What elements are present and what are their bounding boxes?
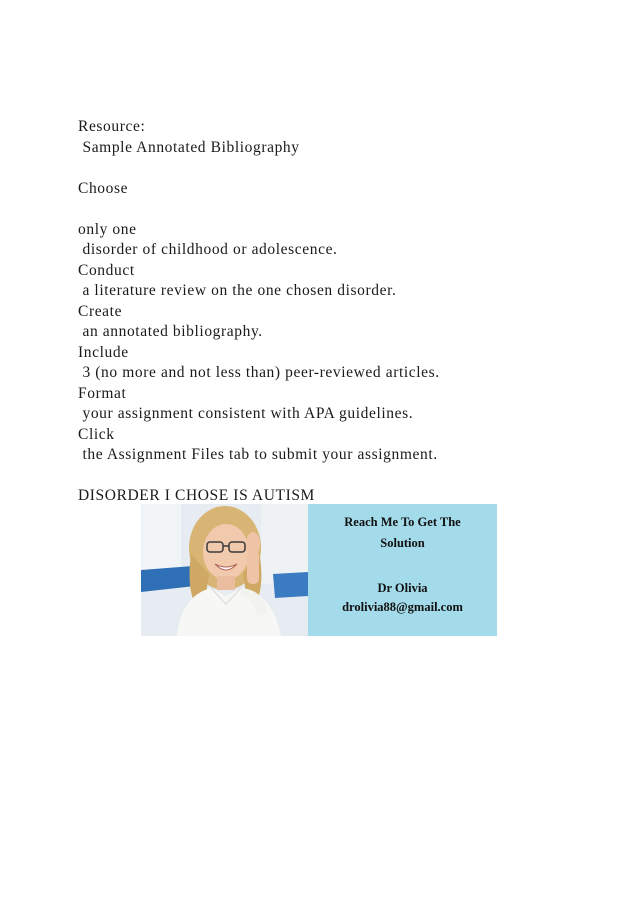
choose-value-2: disorder of childhood or adolescence. bbox=[78, 241, 338, 258]
banner-headline-2: Solution bbox=[380, 536, 425, 550]
conduct-value: a literature review on the one chosen disorder. bbox=[78, 282, 397, 299]
include-label: Include bbox=[78, 343, 129, 361]
disorder-line: DISORDER I CHOSE IS AUTISM bbox=[78, 487, 315, 504]
contact-email[interactable]: drolivia88@gmail.com bbox=[342, 600, 463, 614]
conduct-label: Conduct bbox=[78, 261, 135, 279]
contact-info-panel bbox=[308, 504, 497, 636]
format-label: Format bbox=[78, 384, 127, 402]
choose-value-1: only one bbox=[78, 220, 137, 238]
click-label: Click bbox=[78, 425, 115, 443]
spacer bbox=[78, 158, 598, 179]
resource-label: Resource: bbox=[78, 118, 146, 135]
banner-headline: Reach Me To Get The bbox=[344, 515, 461, 529]
assignment-text bbox=[78, 117, 598, 507]
contact-name: Dr Olivia bbox=[377, 581, 428, 595]
click-value: the Assignment Files tab to submit your assignment. bbox=[78, 446, 438, 463]
create-label: Create bbox=[78, 302, 123, 320]
spacer bbox=[78, 466, 598, 487]
spacer bbox=[78, 199, 598, 220]
portrait-photo bbox=[141, 504, 308, 636]
resource-value: Sample Annotated Bibliography bbox=[78, 138, 300, 156]
include-value: 3 (no more and not less than) peer-reviewed articles. bbox=[78, 364, 440, 381]
create-value: an annotated bibliography. bbox=[78, 323, 263, 340]
woman-portrait-image bbox=[141, 504, 308, 636]
choose-label: Choose bbox=[78, 179, 129, 197]
format-value: your assignment consistent with APA guidelines. bbox=[78, 405, 414, 422]
contact-banner bbox=[141, 504, 497, 636]
